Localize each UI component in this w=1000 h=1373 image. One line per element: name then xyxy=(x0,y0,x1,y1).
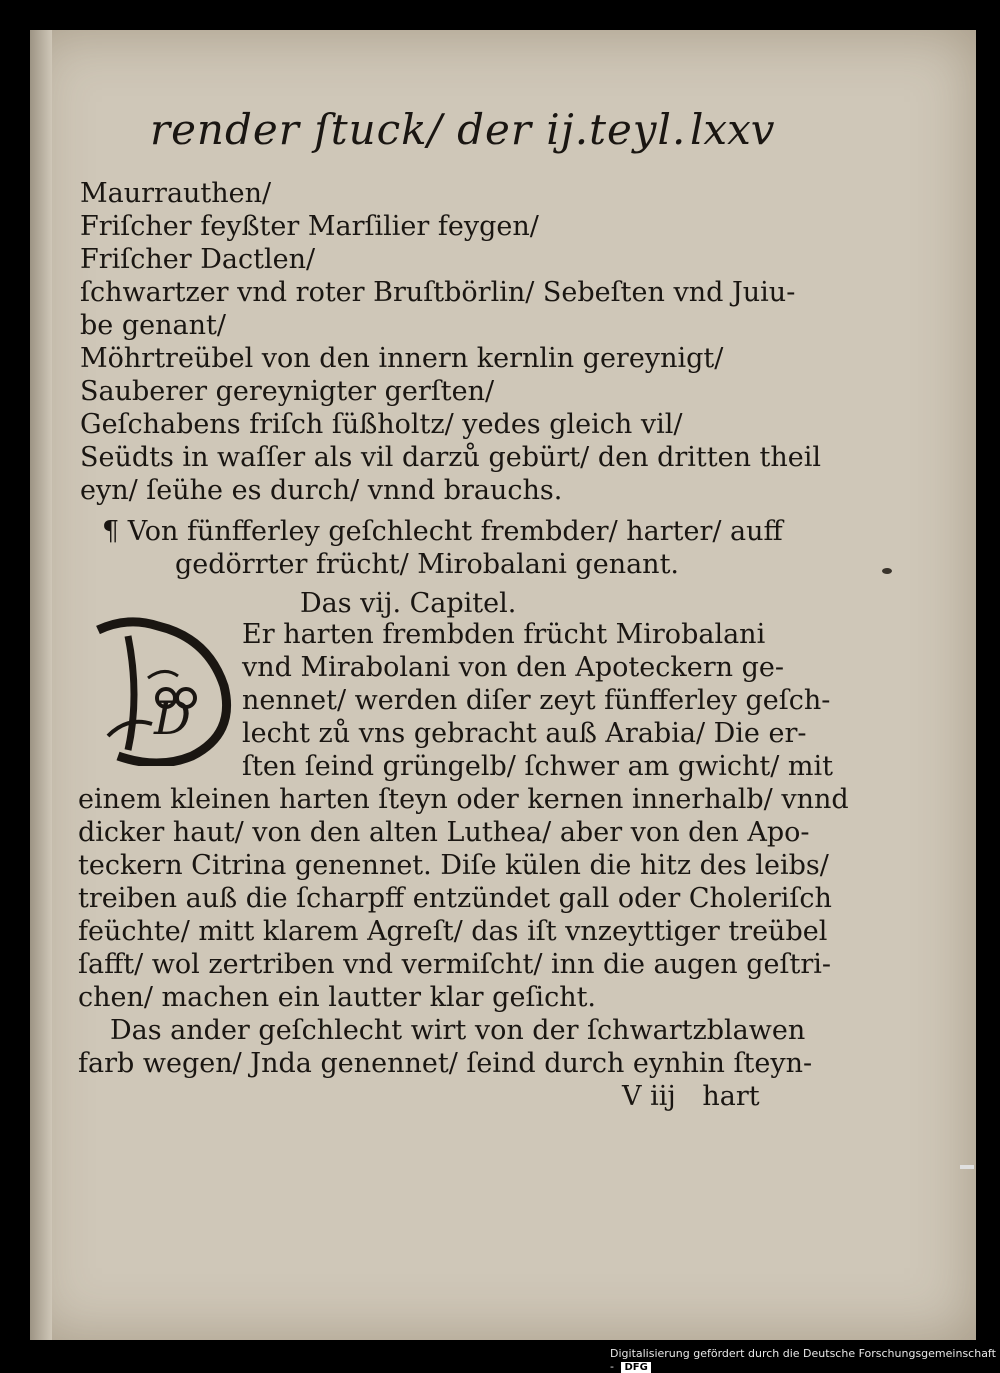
running-title: render ſtuck/ der ij.teyl. xyxy=(150,105,687,154)
pilcrow-mark: ¶ xyxy=(102,516,120,547)
funding-footer xyxy=(610,1347,1000,1373)
page-header xyxy=(30,105,976,165)
body-line: feüchte/ mitt klarem Agreſt/ das iſt vnzeyttiger treübel xyxy=(78,916,828,947)
book-page xyxy=(30,30,976,1340)
dfg-logo: DFG xyxy=(621,1362,650,1373)
body-line: chen/ machen ein lautter klar geſicht. xyxy=(78,982,597,1013)
text-line: Maurrauthen/ xyxy=(80,178,272,209)
footer-text: Digitalisierung gefördert durch die Deutsche Forschungsgemeinschaft - xyxy=(610,1347,996,1373)
body-line: teckern Citrina genennet. Diſe külen die hitz des leibs/ xyxy=(78,850,829,881)
text-line: Friſcher Dactlen/ xyxy=(80,244,316,275)
body-line: Er harten frembden frücht Mirobalani xyxy=(242,619,766,650)
text-line: Seüdts in waſſer als vil darzů gebürt/ den dritten theil xyxy=(80,442,822,473)
text-line: Sauberer gereynigter gerſten/ xyxy=(80,376,495,407)
catchword-line xyxy=(622,1083,760,1110)
body-line: vnd Mirabolani von den Apoteckern ge- xyxy=(242,652,784,683)
signature-mark: V iij xyxy=(622,1081,676,1112)
text-line: Möhrtreübel von den innern kernlin gereynigt/ xyxy=(80,343,724,374)
text-line: eyn/ ſeühe es durch/ vnnd brauchs. xyxy=(80,475,563,506)
body-line: treiben auß die ſcharpff entzündet gall oder Choleriſch xyxy=(78,883,832,914)
text-line: ſchwartzer vnd roter Bruſtbörlin/ Sebeſten vnd Juiu- xyxy=(80,277,796,308)
body-line: nennet/ werden diſer zeyt fünfferley geſch- xyxy=(242,685,831,716)
body-line: Das ander geſchlecht wirt von der ſchwartzblawen xyxy=(110,1015,806,1046)
heading-line-1: Von fünfferley geſchlecht frembder/ harter/ auff xyxy=(127,516,783,547)
body-line: farb wegen/ Jnda genennet/ ſeind durch eynhin ſteyn- xyxy=(78,1048,813,1079)
body-line: einem kleinen harten ſteyn oder kernen innerhalb/ vnnd xyxy=(78,784,849,815)
scan-mark xyxy=(960,1165,974,1169)
text-line: be genant/ xyxy=(80,310,226,341)
folio-number: lxxv xyxy=(690,105,775,154)
body-line: dicker haut/ von den alten Luthea/ aber von den Apo- xyxy=(78,817,810,848)
page-gutter-shadow xyxy=(30,30,52,1340)
section-heading xyxy=(102,518,783,545)
ink-blot xyxy=(882,568,892,574)
chapter-title: Das vij. Capitel. xyxy=(300,588,517,619)
decorated-initial xyxy=(88,616,238,766)
body-line: ſten ſeind grüngelb/ ſchwer am gwicht/ mit xyxy=(242,751,834,782)
catchword: hart xyxy=(702,1081,760,1112)
text-line: Friſcher feyßter Marſilier feygen/ xyxy=(80,211,539,242)
text-line: Geſchabens friſch ſüßholtz/ yedes gleich vil/ xyxy=(80,409,683,440)
body-line: lecht zů vns gebracht auß Arabia/ Die er- xyxy=(242,718,807,749)
heading-line-2: gedörrter frücht/ Mirobalani genant. xyxy=(175,549,679,580)
body-line: ſafft/ wol zertriben vnd vermiſcht/ inn die augen geſtri- xyxy=(78,949,832,980)
initial-letter: D xyxy=(154,691,191,745)
